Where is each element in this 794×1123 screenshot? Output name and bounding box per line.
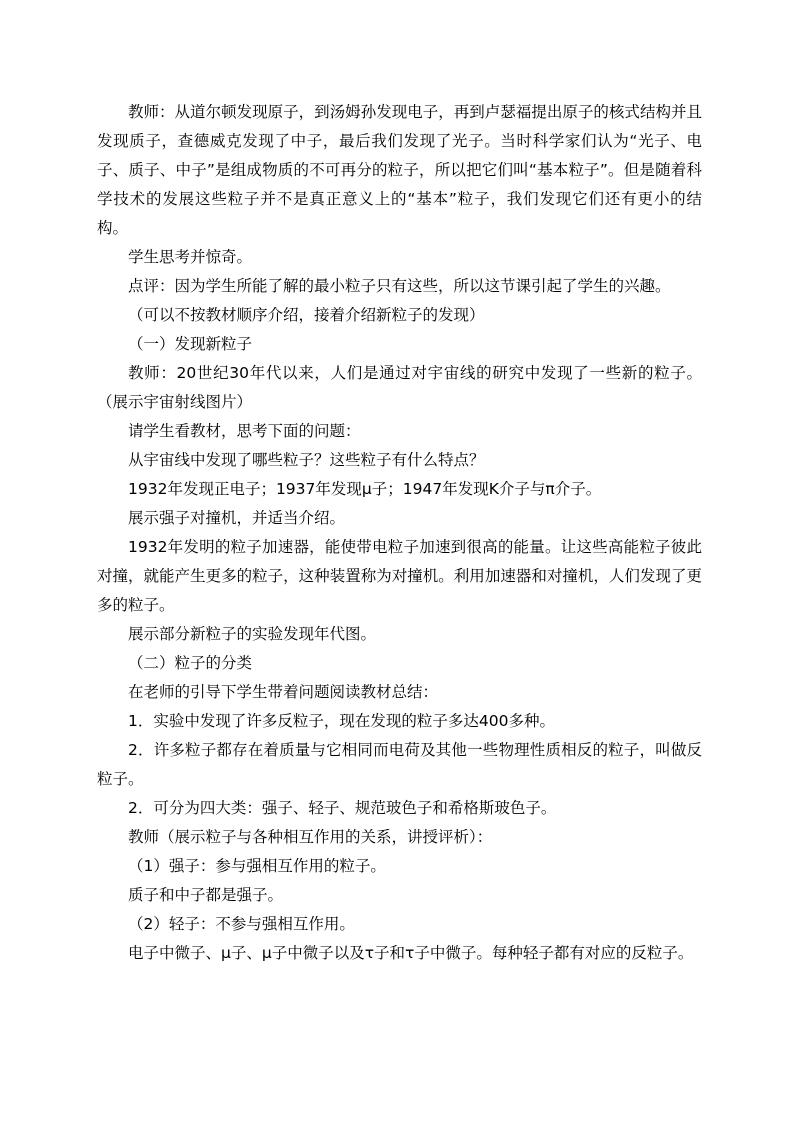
- paragraph-lepton-examples: 电子中微子、μ子、μ子中微子以及τ子和τ子中微子。每种轻子都有对应的反粒子。: [128, 944, 694, 962]
- document-body: [97, 98, 702, 968]
- paragraph-accelerator: 1932年发明的粒子加速器，能使带电粒子加速到很高的能量。让这些高能粒子彼此对撞，就能产生更多的粒子，这种装置称为对撞机。利用加速器和对撞机，人们发现了更多的粒子。: [97, 538, 702, 614]
- list-item-2: 2．许多粒子都存在着质量与它相同而电荷及其他一些物理性质相反的粒子，叫做反粒子。: [97, 741, 702, 788]
- paragraph-question: 从宇宙线中发现了哪些粒子？这些粒子有什么特点？: [128, 451, 485, 469]
- paragraph-teacher-intro: 教师：从道尔顿发现原子，到汤姆孙发现电子，再到卢瑟福提出原子的核式结构并且发现质子，查德威克发现了中子，最后我们发现了光子。当时科学家们认为“光子、电子、质子、中子”是组成物质的不可再分的粒子，所以把它们叫“基本粒子”。但是随着科学技术的发展这些粒子并不是真正意义上的“基本”粒子，我们发现它们还有更小的结构。: [97, 103, 702, 237]
- section-heading-discovery: （一）发现新粒子: [128, 335, 253, 353]
- paragraph-comment: 点评：因为学生所能了解的最小粒子只有这些，所以这节课引起了学生的兴趣。: [128, 277, 671, 295]
- paragraph-collider: 展示强子对撞机，并适当介绍。: [128, 509, 346, 527]
- paragraph-note: （可以不按教材顺序介绍，接着介绍新粒子的发现）: [128, 306, 485, 324]
- paragraph-timeline: 展示部分新粒子的实验发现年代图。: [128, 625, 377, 643]
- paragraph-discoveries: 1932年发现正电子；1937年发现μ子；1947年发现K介子与π介子。: [128, 480, 602, 498]
- paragraph-student-reaction: 学生思考并惊奇。: [128, 248, 253, 266]
- list-item-1: 1．实验中发现了许多反粒子，现在发现的粒子多达400多种。: [128, 712, 555, 730]
- paragraph-guided-reading: 在老师的引导下学生带着问题阅读教材总结：: [128, 683, 439, 701]
- paragraph-hadron-examples: 质子和中子都是强子。: [128, 886, 284, 904]
- paragraph-leptons: （2）轻子：不参与强相互作用。: [128, 915, 355, 933]
- paragraph-hadrons: （1）强子：参与强相互作用的粒子。: [128, 857, 386, 875]
- list-item-3: 2．可分为四大类：强子、轻子、规范玻色子和希格斯玻色子。: [128, 799, 557, 817]
- paragraph-teacher-explain: 教师（展示粒子与各种相互作用的关系，讲授评析）：: [128, 828, 493, 846]
- paragraph-cosmic-rays: 教师：20世纪30年代以来，人们是通过对宇宙线的研究中发现了一些新的粒子。（展示宇宙射线图片）: [97, 364, 702, 411]
- paragraph-read-textbook: 请学生看教材，思考下面的问题：: [128, 422, 361, 440]
- section-heading-classification: （二）粒子的分类: [128, 654, 253, 672]
